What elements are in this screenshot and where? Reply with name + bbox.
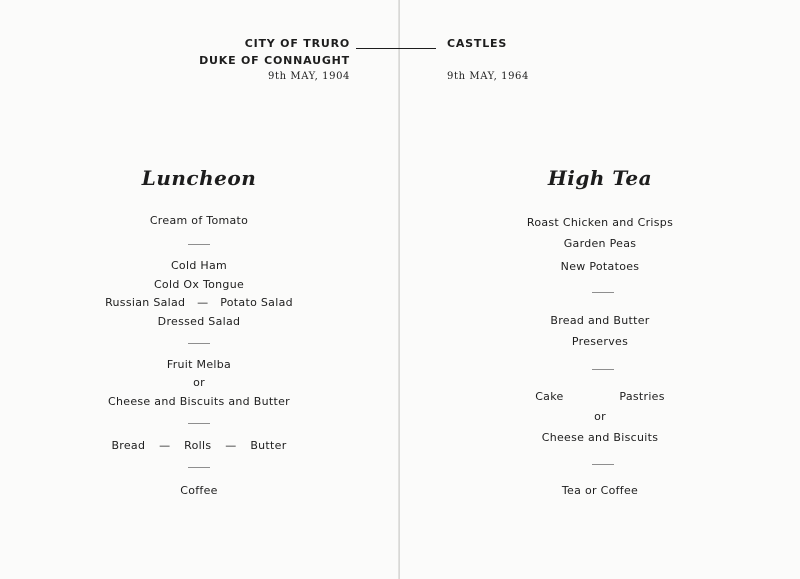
menu-item-butter: Butter <box>250 439 287 452</box>
luncheon-title: Luncheon <box>141 166 257 190</box>
menu-item-russian-salad: Russian Salad <box>105 296 186 309</box>
menu-item-garden-peas: Garden Peas <box>563 237 637 250</box>
left-page <box>0 0 398 579</box>
menu-item-potato-salad: Potato Salad <box>220 296 293 309</box>
course-separator <box>592 369 614 370</box>
header-date-1964: 9th MAY, 1964 <box>447 71 529 82</box>
dash-separator: — <box>197 296 209 309</box>
course-separator <box>188 423 210 424</box>
menu-item-cake-pastries <box>400 390 800 403</box>
menu-item-tea-or-coffee: Tea or Coffee <box>561 484 639 497</box>
course-separator <box>188 467 210 468</box>
menu-item-pastries: Pastries <box>619 390 665 403</box>
course-separator <box>188 244 210 245</box>
menu-item-bread: Bread <box>111 439 146 452</box>
menu-item-or: or <box>193 376 205 389</box>
menu-item-cold-ham: Cold Ham <box>170 259 228 272</box>
menu-item-salads <box>0 296 398 309</box>
menu-item-or: or <box>594 410 606 423</box>
course-separator <box>188 343 210 344</box>
dash-separator: — <box>159 439 171 452</box>
menu-item-cold-ox-tongue: Cold Ox Tongue <box>153 278 245 291</box>
header-castles: CASTLES <box>447 37 508 50</box>
menu-item-cake: Cake <box>535 390 564 403</box>
high-tea-title: High Tea <box>547 166 653 190</box>
course-separator <box>592 292 614 293</box>
menu-item-cheese-biscuits-butter: Cheese and Biscuits and Butter <box>108 395 290 408</box>
menu-item-cheese-and-biscuits: Cheese and Biscuits <box>541 431 659 444</box>
header-duke-of-connaught: DUKE OF CONNAUGHT <box>199 54 350 67</box>
menu-item-fruit-melba: Fruit Melba <box>166 358 232 371</box>
menu-item-roast-chicken: Roast Chicken and Crisps <box>526 216 674 229</box>
header-date-1904: 9th MAY, 1904 <box>268 71 350 82</box>
dash-separator: — <box>225 439 237 452</box>
right-page <box>400 0 800 579</box>
menu-item-cream-of-tomato: Cream of Tomato <box>149 214 249 227</box>
menu-item-new-potatoes: New Potatoes <box>560 260 640 273</box>
menu-item-preserves: Preserves <box>571 335 629 348</box>
menu-item-dressed-salad: Dressed Salad <box>157 315 241 328</box>
menu-item-rolls: Rolls <box>184 439 212 452</box>
menu-item-coffee: Coffee <box>180 484 218 497</box>
course-separator <box>592 464 614 465</box>
menu-item-bread-and-butter: Bread and Butter <box>550 314 650 327</box>
menu-item-breads <box>0 439 398 452</box>
header-city-of-truro: CITY OF TRURO <box>244 37 350 50</box>
